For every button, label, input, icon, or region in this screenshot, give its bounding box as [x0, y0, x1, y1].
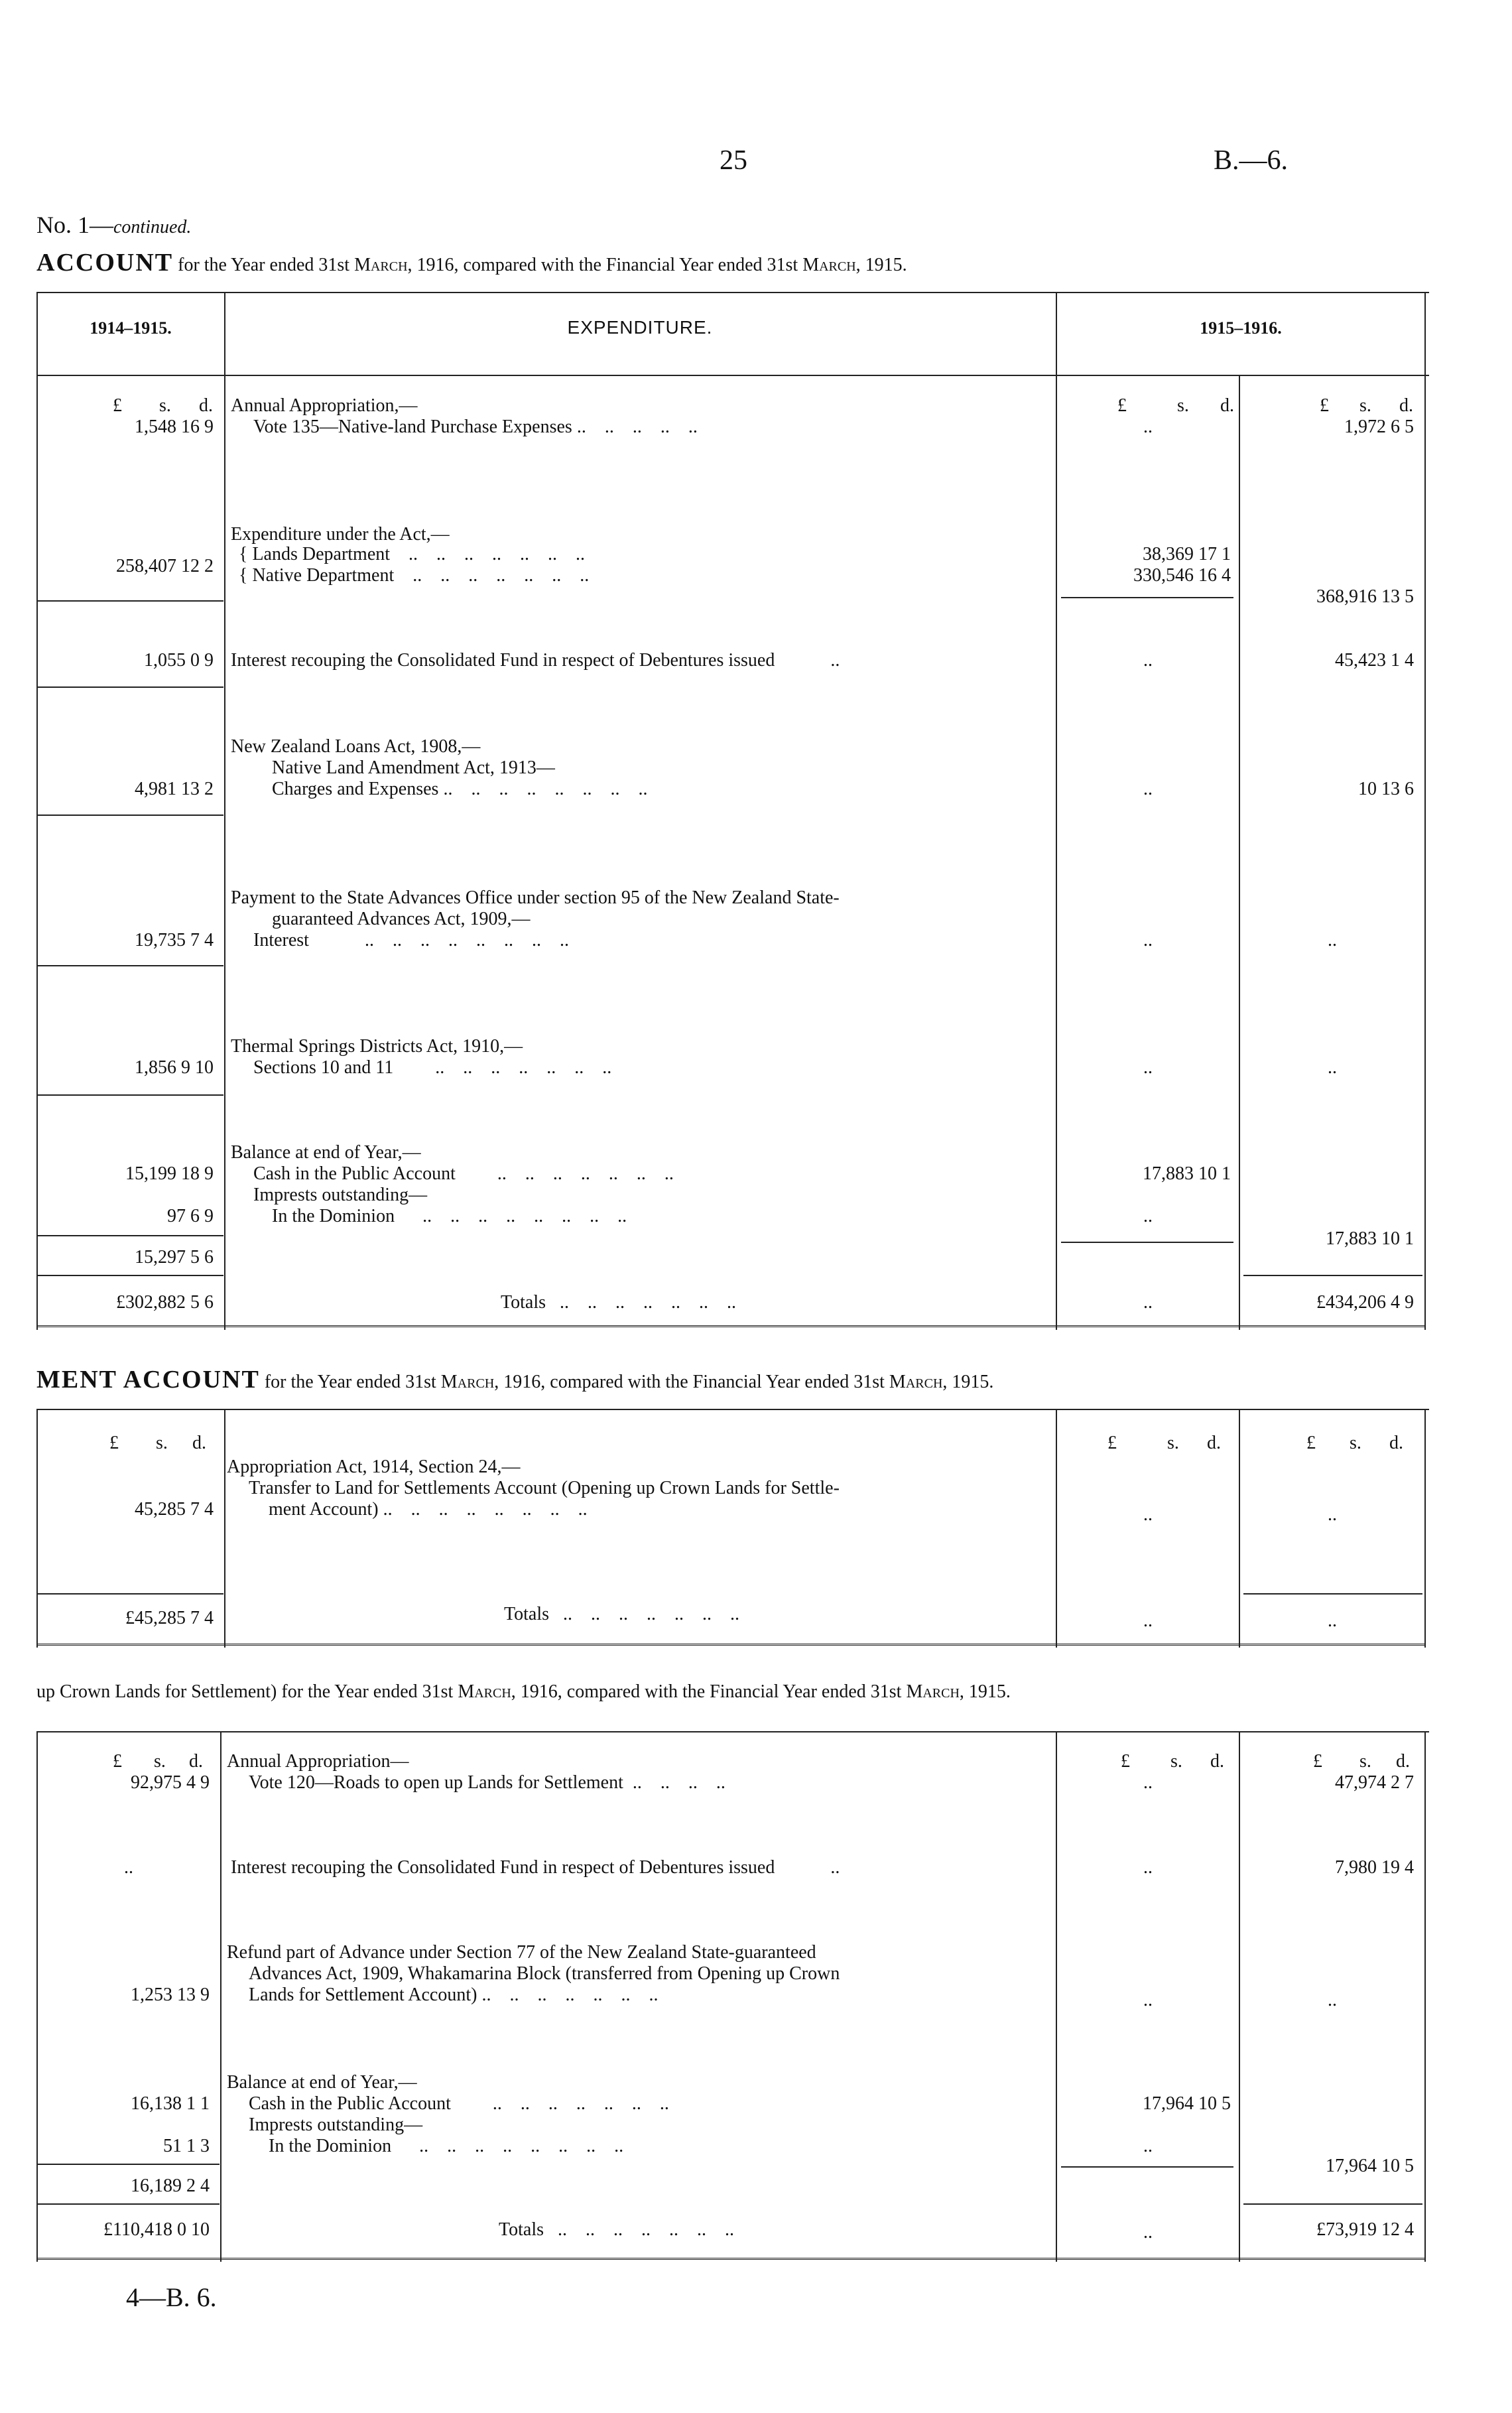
- row-cur: 10 13 6: [1358, 779, 1414, 799]
- totals-mid: ..: [1143, 1610, 1153, 1631]
- row-label: In the Dominion .. .. .. .. .. .. .. ..: [269, 2136, 624, 2156]
- row-mid: 17,883 10 1: [1143, 1163, 1231, 1184]
- row-label: Vote 135—Native-land Purchase Expenses .. .. .. .. ..: [253, 417, 698, 437]
- row-label: Payment to the State Advances Office under section 95 of the New Zealand State-: [231, 887, 840, 908]
- row-label: In the Dominion .. .. .. .. .. .. .. ..: [272, 1206, 627, 1226]
- row-label: Charges and Expenses .. .. .. .. .. .. .. ..: [272, 779, 648, 799]
- row-prev: 1,055 0 9: [144, 650, 214, 671]
- row-label: Transfer to Land for Settlements Account (Opening up Crown Lands for Settle-: [249, 1478, 840, 1498]
- row-label: Cash in the Public Account .. .. .. .. .. .. ..: [253, 1163, 674, 1184]
- row-label: Native Land Amendment Act, 1913—: [272, 757, 555, 778]
- row-label: New Zealand Loans Act, 1908,—: [231, 736, 481, 757]
- row-prev: 1,253 13 9: [131, 1985, 210, 2005]
- unit-pence: d.: [1207, 1433, 1221, 1453]
- row-label: Annual Appropriation,—: [231, 395, 418, 416]
- unit-pound: £: [1306, 1433, 1316, 1453]
- totals-prev: £302,882 5 6: [116, 1292, 214, 1313]
- row-prev: 92,975 4 9: [131, 1772, 210, 1793]
- row-label: ment Account) .. .. .. .. .. .. .. ..: [269, 1499, 588, 1520]
- row-prev: 97 6 9: [167, 1206, 214, 1226]
- row-label: Thermal Springs Districts Act, 1910,—: [231, 1036, 523, 1057]
- unit-shilling: s.: [1167, 1433, 1179, 1453]
- row-prev: 45,285 7 4: [135, 1499, 214, 1520]
- unit-pound: £: [1320, 395, 1329, 416]
- row-prev: 1,548 16 9: [135, 417, 214, 437]
- col-header-1914-1915: 1914–1915.: [90, 318, 172, 338]
- row-cur: 17,883 10 1: [1326, 1228, 1414, 1249]
- unit-pound: £: [1313, 1751, 1322, 1772]
- page-number: 25: [720, 145, 747, 176]
- row-mid: ..: [1143, 1772, 1153, 1793]
- row-label: Vote 120—Roads to open up Lands for Settlement .. .. .. ..: [249, 1772, 725, 1793]
- row-label: { Native Department .. .. .. .. .. .. ..: [239, 565, 590, 586]
- row-cur: ..: [1328, 1990, 1337, 2010]
- unit-pound: £: [113, 1751, 122, 1772]
- unit-pence: d.: [1396, 1751, 1410, 1772]
- row-mid: ..: [1143, 779, 1153, 799]
- unit-pence: d.: [1389, 1433, 1403, 1453]
- row-label: Imprests outstanding—: [249, 2115, 423, 2135]
- unit-pence: d.: [199, 395, 213, 416]
- row-label: Sections 10 and 11 .. .. .. .. .. .. ..: [253, 1057, 612, 1078]
- row-label: Lands for Settlement Account) .. .. .. .. .. .. ..: [249, 1985, 659, 2005]
- row-label: Advances Act, 1909, Whakamarina Block (transferred from Opening up Crown: [249, 1963, 840, 1984]
- row-label: Interest recouping the Consolidated Fund in respect of Debentures issued ..: [231, 650, 840, 671]
- row-label: Appropriation Act, 1914, Section 24,—: [227, 1457, 521, 1477]
- unit-shilling: s.: [159, 395, 171, 416]
- unit-shilling: s.: [154, 1751, 166, 1772]
- row-prev: 4,981 13 2: [135, 779, 214, 799]
- row-cur: 368,916 13 5: [1316, 586, 1414, 607]
- row-label: { Lands Department .. .. .. .. .. .. ..: [239, 544, 586, 564]
- row-label: Interest .. .. .. .. .. .. .. ..: [253, 930, 569, 950]
- row-cur: ..: [1328, 1057, 1337, 1078]
- account3-heading: up Crown Lands for Settlement) for the Year ended 31st March, 1916, compared with the Financial Year ended 31st March, 1915.: [36, 1681, 1011, 1702]
- row-mid: ..: [1143, 1857, 1153, 1878]
- row-label: Balance at end of Year,—: [231, 1142, 421, 1163]
- unit-pound: £: [1117, 395, 1127, 416]
- totals-mid: ..: [1143, 2222, 1153, 2243]
- row-mid: ..: [1143, 417, 1153, 437]
- page-reference: B.—6.: [1214, 145, 1289, 176]
- totals-prev: £45,285 7 4: [125, 1608, 214, 1628]
- row-label: Annual Appropriation—: [227, 1751, 409, 1772]
- totals-label: Totals .. .. .. .. .. .. ..: [504, 1604, 740, 1624]
- unit-shilling: s.: [1350, 1433, 1361, 1453]
- unit-pence: d.: [1210, 1751, 1224, 1772]
- totals-mid: ..: [1143, 1292, 1153, 1313]
- row-mid: ..: [1143, 1990, 1153, 2010]
- row-cur: ..: [1328, 930, 1337, 950]
- row-prev: 19,735 7 4: [135, 930, 214, 950]
- page-footer-signature: 4—B. 6.: [126, 2282, 217, 2312]
- totals-prev: £110,418 0 10: [103, 2219, 210, 2240]
- account2-heading: MENT ACCOUNT for the Year ended 31st March, 1916, compared with the Financial Year ended 31st March, 1915.: [36, 1366, 994, 1394]
- row-prev: 16,189 2 4: [131, 2176, 210, 2196]
- row-prev: 15,199 18 9: [125, 1163, 214, 1184]
- row-label: Balance at end of Year,—: [227, 2072, 417, 2093]
- totals-cur: £73,919 12 4: [1316, 2219, 1414, 2240]
- totals-cur: £434,206 4 9: [1316, 1292, 1414, 1313]
- totals-label: Totals .. .. .. .. .. .. ..: [501, 1292, 737, 1313]
- row-mid: ..: [1143, 1057, 1153, 1078]
- row-label: Interest recouping the Consolidated Fund in respect of Debentures issued ..: [231, 1857, 840, 1878]
- unit-pound: £: [113, 395, 122, 416]
- row-mid: ..: [1143, 1504, 1153, 1525]
- row-prev: 1,856 9 10: [135, 1057, 214, 1078]
- totals-label: Totals .. .. .. .. .. .. ..: [499, 2219, 735, 2240]
- continued-label: No. 1—continued.: [36, 212, 192, 238]
- unit-pence: d.: [1220, 395, 1234, 416]
- row-label: guaranteed Advances Act, 1909,—: [272, 909, 531, 929]
- row-label: Expenditure under the Act,—: [231, 524, 450, 545]
- row-cur: 7,980 19 4: [1335, 1857, 1414, 1878]
- row-cur: 1,972 6 5: [1344, 417, 1414, 437]
- col-header-expenditure: EXPENDITURE.: [567, 317, 713, 338]
- row-cur: 47,974 2 7: [1335, 1772, 1414, 1793]
- row-label: Imprests outstanding—: [253, 1185, 428, 1205]
- row-cur: 17,964 10 5: [1326, 2156, 1414, 2176]
- row-prev: 15,297 5 6: [135, 1247, 214, 1268]
- col-header-1915-1916: 1915–1916.: [1200, 318, 1282, 338]
- row-prev: 51 1 3: [163, 2136, 210, 2156]
- unit-pence: d.: [1399, 395, 1413, 416]
- row-mid: 17,964 10 5: [1143, 2093, 1231, 2114]
- row-cur: ..: [1328, 1504, 1337, 1525]
- row-prev: 258,407 12 2: [116, 556, 214, 576]
- unit-shilling: s.: [1359, 1751, 1371, 1772]
- unit-pence: d.: [192, 1433, 206, 1453]
- unit-pound: £: [1121, 1751, 1130, 1772]
- row-label: Refund part of Advance under Section 77 of the New Zealand State-guaranteed: [227, 1942, 816, 1963]
- unit-pound: £: [1107, 1433, 1117, 1453]
- unit-shilling: s.: [1170, 1751, 1182, 1772]
- row-prev: ..: [124, 1857, 133, 1878]
- row-mid: 38,369 17 1: [1143, 544, 1231, 564]
- unit-shilling: s.: [1177, 395, 1189, 416]
- row-prev: 16,138 1 1: [131, 2093, 210, 2114]
- row-mid: ..: [1143, 930, 1153, 950]
- account1-heading: ACCOUNT for the Year ended 31st March, 1916, compared with the Financial Year ended 31st March, 1915.: [36, 249, 907, 277]
- row-mid: 330,546 16 4: [1133, 565, 1231, 586]
- unit-shilling: s.: [156, 1433, 168, 1453]
- unit-pence: d.: [189, 1751, 203, 1772]
- unit-shilling: s.: [1359, 395, 1371, 416]
- row-cur: 45,423 1 4: [1335, 650, 1414, 671]
- row-mid: ..: [1143, 650, 1153, 671]
- row-mid: ..: [1143, 1206, 1153, 1226]
- row-mid: ..: [1143, 2136, 1153, 2156]
- unit-pound: £: [109, 1433, 119, 1453]
- row-label: Cash in the Public Account .. .. .. .. .. .. ..: [249, 2093, 669, 2114]
- totals-cur: ..: [1328, 1610, 1337, 1631]
